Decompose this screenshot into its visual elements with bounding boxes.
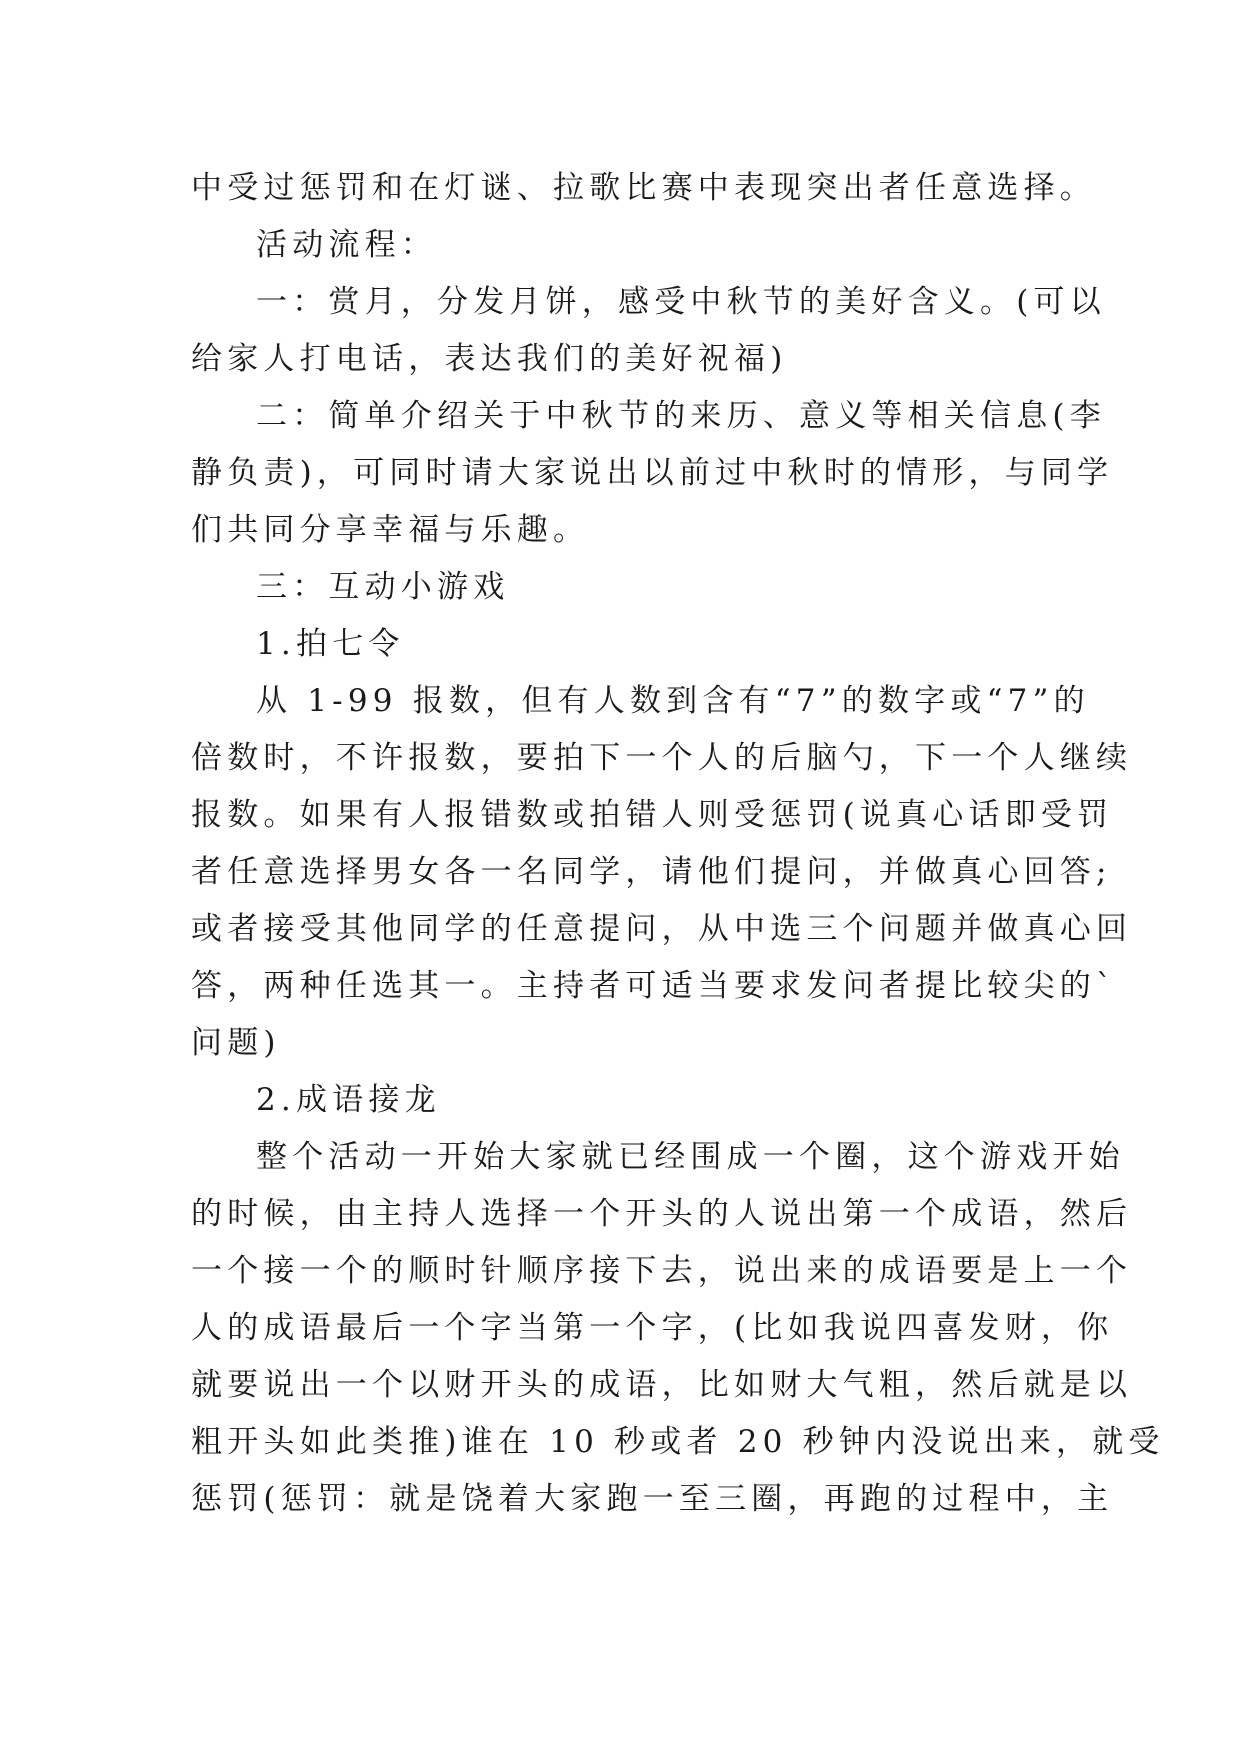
paragraph-line: 报数。如果有人报错数或拍错人则受惩罚(说真心话即受罚	[191, 797, 1114, 833]
paragraph-line: 一：赏月，分发月饼，感受中秋节的美好含义。(可以	[256, 284, 1106, 320]
paragraph-line: 惩罚(惩罚：就是饶着大家跑一至三圈，再跑的过程中，主	[191, 1481, 1114, 1517]
section-heading-activity-flow: 活动流程：	[256, 227, 437, 263]
section-heading-games: 三：互动小游戏	[256, 569, 510, 605]
paragraph-line: 一个接一个的顺时针顺序接下去，说出来的成语要是上一个	[191, 1253, 1133, 1289]
paragraph-line: 或者接受其他同学的任意提问，从中选三个问题并做真心回	[191, 911, 1133, 947]
paragraph-line: 倍数时，不许报数，要拍下一个人的后脑勺，下一个人继续	[191, 740, 1133, 776]
paragraph-line: 静负责)，可同时请大家说出以前过中秋时的情形，与同学	[191, 455, 1114, 491]
paragraph-line: 们共同分享幸福与乐趣。	[191, 512, 590, 548]
paragraph-line: 二：简单介绍关于中秋节的来历、意义等相关信息(李	[256, 398, 1106, 434]
paragraph-line: 的时候，由主持人选择一个开头的人说出第一个成语，然后	[191, 1196, 1133, 1232]
paragraph-line: 答，两种任选其一。主持者可适当要求发问者提比较尖的`	[191, 968, 1117, 1004]
paragraph-line: 给家人打电话，表达我们的美好祝福)	[191, 341, 788, 377]
paragraph-line: 从 1-99 报数，但有人数到含有“7”的数字或“7”的	[256, 683, 1090, 719]
subheading-game-1: 1.拍七令	[256, 626, 405, 662]
paragraph-line: 问题)	[191, 1025, 281, 1061]
paragraph-line: 者任意选择男女各一名同学，请他们提问，并做真心回答;	[191, 854, 1112, 890]
paragraph-line: 粗开头如此类推)谁在 10 秒或者 20 秒钟内没说出来，就受	[191, 1424, 1165, 1460]
paragraph-line: 人的成语最后一个字当第一个字，(比如我说四喜发财，你	[191, 1310, 1114, 1346]
paragraph-line: 整个活动一开始大家就已经围成一个圈，这个游戏开始	[256, 1139, 1125, 1175]
subheading-game-2: 2.成语接龙	[256, 1082, 441, 1118]
paragraph-line: 中受过惩罚和在灯谜、拉歌比赛中表现突出者任意选择。	[191, 170, 1096, 206]
paragraph-line: 就要说出一个以财开头的成语，比如财大气粗，然后就是以	[191, 1367, 1133, 1403]
